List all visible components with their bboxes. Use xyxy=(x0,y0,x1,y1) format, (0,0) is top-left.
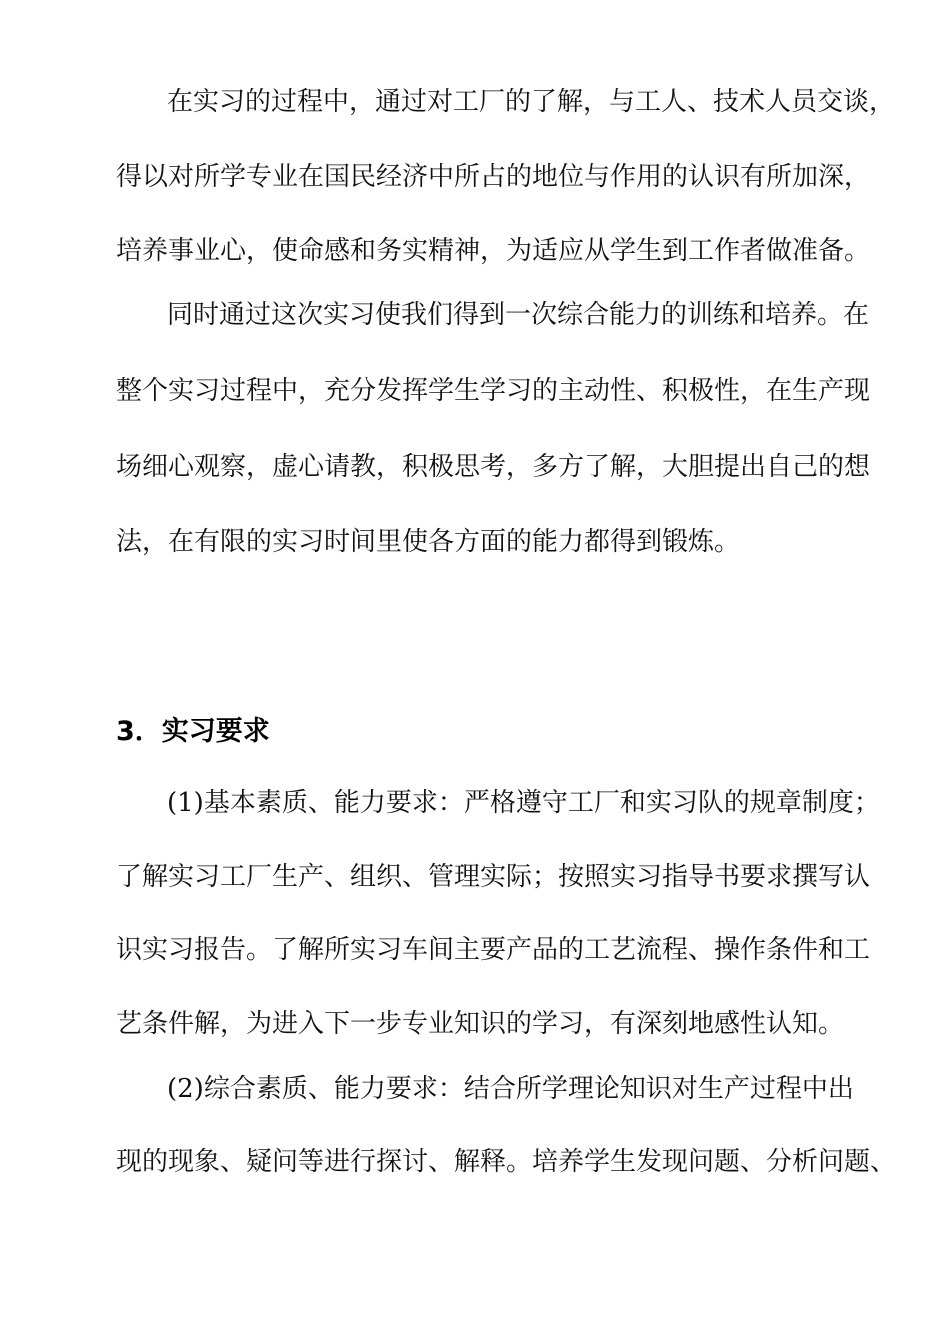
section-paragraph-2-line-1: (2)综合素质、能力要求：结合所学理论知识对生产过程中出 xyxy=(167,1074,854,1104)
paragraph-2-line-1: 同时通过这次实习使我们得到一次综合能力的训练和培养。在 xyxy=(167,300,870,330)
section-paragraph-1-line-3: 识实习报告。了解所实习车间主要产品的工艺流程、操作条件和工 xyxy=(116,935,871,965)
section-heading: 3．实习要求 xyxy=(116,716,270,747)
paragraph-1-line-2: 得以对所学专业在国民经济中所占的地位与作用的认识有所加深， xyxy=(116,162,871,192)
paragraph-1-line-1: 在实习的过程中，通过对工厂的了解，与工人、技术人员交谈， xyxy=(167,87,896,117)
paragraph-2-line-2: 整个实习过程中，充分发挥学生学习的主动性、积极性，在生产现 xyxy=(116,376,871,406)
section-paragraph-1-line-2: 了解实习工厂生产、组织、管理实际；按照实习指导书要求撰写认 xyxy=(116,862,871,892)
section-paragraph-1-line-4: 艺条件解，为进入下一步专业知识的学习，有深刻地感性认知。 xyxy=(116,1009,845,1039)
paragraph-2-line-4: 法，在有限的实习时间里使各方面的能力都得到锻炼。 xyxy=(116,527,741,557)
section-paragraph-1-line-1: (1)基本素质、能力要求：严格遵守工厂和实习队的规章制度； xyxy=(167,788,880,818)
paragraph-1-line-3: 培养事业心，使命感和务实精神，为适应从学生到工作者做准备。 xyxy=(116,236,871,266)
section-paragraph-2-line-2: 现的现象、疑问等进行探讨、解释。培养学生发现问题、分析问题、 xyxy=(116,1147,897,1177)
paragraph-2-line-3: 场细心观察，虚心请教，积极思考，多方了解，大胆提出自己的想 xyxy=(116,452,871,482)
